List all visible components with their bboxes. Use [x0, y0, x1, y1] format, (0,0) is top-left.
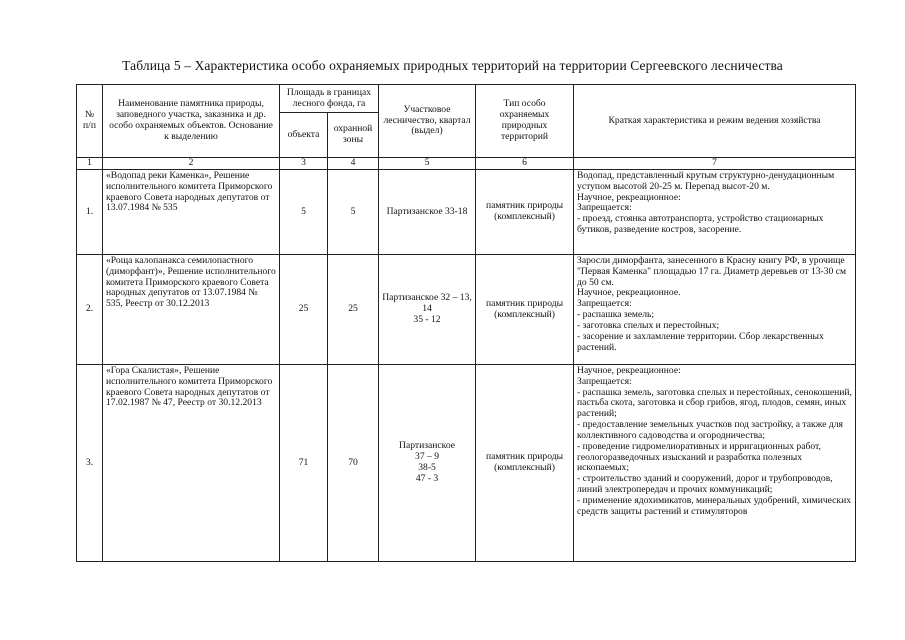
header-forestry: Участковое лесничество, квартал (выдел) [379, 85, 476, 158]
header-area: Площадь в границах лесного фонда, га [280, 85, 379, 113]
row-number: 2. [77, 255, 103, 365]
description-line: Научное, рекреационное: [577, 365, 681, 376]
column-number: 6 [476, 158, 574, 170]
description-line: Заросли диморфанта, занесенного в Красну книгу РФ, в урочище "Первая Каменка" площадью 17 га. Диаметр деревьев от 13-30 см до 50 см. [577, 255, 847, 288]
table-row [77, 170, 856, 255]
object-name: «Водопад реки Каменка», Решение исполнительного комитета Приморского краевого Совета народных депутатов от 13.07.1984 № 535 [103, 170, 280, 255]
description-line: Запрещается: [577, 375, 632, 387]
header-type: Тип особо охраняемых природных территорий [476, 85, 574, 158]
object-name: «Гора Скалистая», Решение исполнительного комитета Приморского краевого Совета народных депутатов от 17.02.1987 № 47, Реестр от 30.12.2013 [103, 365, 280, 562]
protected-areas-table [76, 84, 856, 562]
description-line: Водопад, представленный крутым структурно-денудационным уступом высотой 20-25 м. Перепад высот-20 м. [577, 170, 835, 192]
area-type: памятник природы (комплексный) [476, 255, 574, 365]
row-number: 3. [77, 365, 103, 562]
area-zone: 70 [328, 365, 379, 562]
description-cell [574, 255, 856, 365]
forestry-quarter: Партизанское 33-18 [379, 170, 476, 255]
forestry-quarter: Партизанское 37 – 9 38-5 47 - 3 [379, 365, 476, 562]
description-line: - строительство зданий и сооружений, дорог и трубопроводов, линий электропередач и прочих коммуникаций; [577, 473, 833, 496]
description-line: - проезд, стоянка автотранспорта, устройство стационарных бутиков, разведение костров, засорение. [577, 213, 824, 236]
area-object: 25 [280, 255, 328, 365]
area-object: 71 [280, 365, 328, 562]
area-type: памятник природы (комплексный) [476, 365, 574, 562]
header-desc: Краткая характеристика и режим ведения хозяйства [574, 85, 856, 158]
description-line: Научное, рекреационное. [577, 287, 681, 299]
column-number: 7 [574, 158, 856, 170]
column-number: 1 [77, 158, 103, 170]
table-row [77, 365, 856, 562]
description-cell [574, 365, 856, 562]
column-number: 4 [328, 158, 379, 170]
description-line: - предоставление земельных участков под застройку, а также для коллективного садоводства и огородничества; [577, 419, 843, 441]
row-number: 1. [77, 170, 103, 255]
description-line: - засорение и захламление территории. Сбор лекарственных растений. [577, 330, 824, 353]
column-number: 2 [103, 158, 280, 170]
area-type: памятник природы (комплексный) [476, 170, 574, 255]
description-line: - распашка земель; [577, 309, 655, 321]
area-zone: 25 [328, 255, 379, 365]
header-area-object: объекта [280, 113, 328, 158]
description-cell [574, 170, 856, 255]
description-line: - распашка земель, заготовка спелых и перестойных, сенокошений, пастьба скота, заготовка и сбор грибов, ягод, плодов, семян, иных растений; [577, 386, 852, 420]
forestry-quarter: Партизанское 32 – 13, 14 35 - 12 [379, 255, 476, 365]
description-line: Запрещается: [577, 202, 632, 214]
description-line: - применение ядохимикатов, минеральных удобрений, химических средств защиты растений и стимуляторов [577, 494, 852, 517]
header-area-zone: охранной зоны [328, 113, 379, 158]
object-name: «Роща калопанакса семилопастного (диморфант)», Решение исполнительного комитета Приморского краевого Совета народных депутатов от 13.07.1984 № 535, Реестр от 30.12.2013 [103, 255, 280, 365]
description-line: - заготовка спелых и перестойных; [577, 319, 720, 331]
area-object: 5 [280, 170, 328, 255]
header-name: Наименование памятника природы, заповедного участка, заказника и др. особо охраняемых объектов. Основание к выделению [103, 85, 280, 158]
area-zone: 5 [328, 170, 379, 255]
column-number: 3 [280, 158, 328, 170]
table-row [77, 255, 856, 365]
table-title: Таблица 5 – Характеристика особо охраняемых природных территорий на территории Сергеевского лесничества [122, 58, 783, 73]
header-num: № п/п [77, 85, 103, 158]
description-line: - проведение гидромелиоративных и ирригационных работ, геологоразведочных изысканий и разработка полезных ископаемых; [577, 440, 821, 474]
column-number: 5 [379, 158, 476, 170]
description-line: Научное, рекреационное: [577, 191, 681, 203]
description-line: Запрещается: [577, 298, 632, 310]
